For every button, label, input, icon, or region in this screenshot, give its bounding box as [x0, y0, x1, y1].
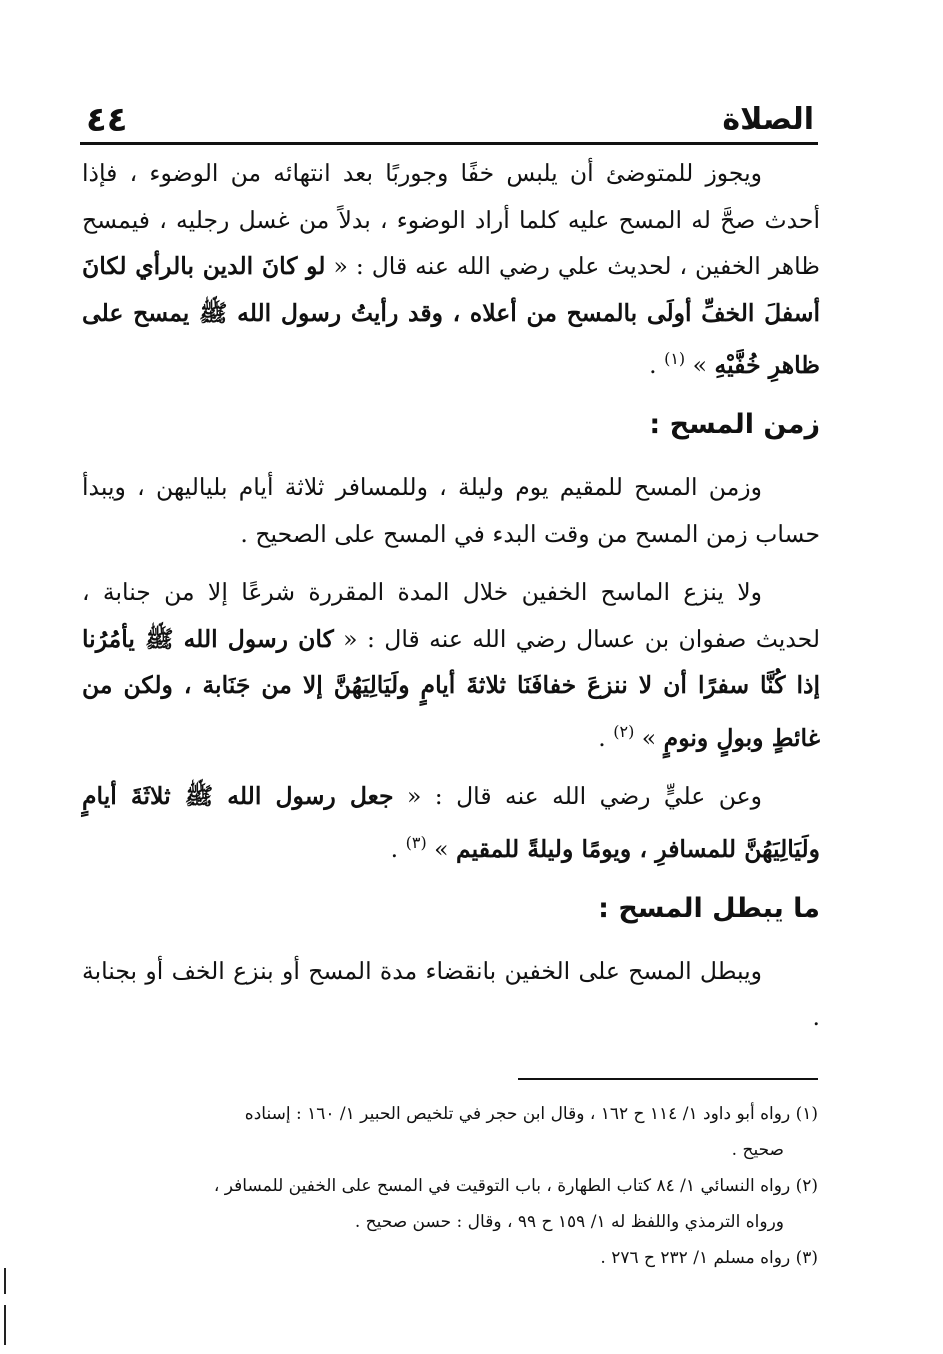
footnote-1-continuation: صحيح .: [731, 1140, 784, 1160]
paragraph-tail: .: [649, 350, 665, 379]
hadith-quote: كان رسول الله ﷺ يأمُرُنا إذا كُنَّا سفرًا أن لا ننزعَ خفافَنَا ثلاثةَ أيامٍ ولَيَالِيَهُنَّ إلا من جَنَابة ، ولكن من غائطٍ وبولٍ ونومٍ: [82, 624, 820, 752]
footnote-2: (٢) رواه النسائي ١/ ٨٤ كتاب الطهارة ، باب التوقيت في المسح على الخفين للمسافر ،: [213, 1176, 818, 1196]
footnote-ref: (١): [664, 349, 686, 368]
paragraph-text: ويجوز للمتوضئ أن يلبس خفًا وجوربًا بعد انتهائه من الوضوء ، فإذا أحدث صحَّ له المسح عليه كلما أراد الوضوء ، بدلاً من غسل رجليه ، فيمسح ظاهر الخفين ، لحديث علي رضي الله عنه قال : «: [82, 159, 820, 280]
paragraph-removal: [82, 569, 820, 761]
footnotes: [90, 1096, 818, 1276]
paragraph-tail: .: [390, 834, 406, 863]
paragraph-text: ولا ينزع الماسح الخفين خلال المدة المقررة شرعًا إلا من جنابة ، لحديث صفوان بن عسال رضي الله عنه قال : «: [82, 578, 820, 653]
section-heading-invalidators: ما يبطل المسح :: [598, 892, 820, 924]
header-divider: [80, 142, 818, 145]
footnote-divider: [518, 1078, 818, 1080]
footnote-ref: (٢): [613, 721, 635, 741]
running-title: الصلاة: [722, 102, 814, 137]
page-number: ٤٤: [86, 100, 128, 140]
paragraph-invalidators: ويبطل المسح على الخفين بانقضاء مدة المسح أو بنزع الخف أو بجنابة .: [82, 956, 820, 1032]
paragraph-duration: وزمن المسح للمقيم يوم وليلة ، وللمسافر ثلاثة أيام بلياليهن ، ويبدأ حساب زمن المسح من وقت البدء في المسح على الصحيح .: [82, 473, 820, 548]
footnote-2-continuation: ورواه الترمذي واللفظ له ١/ ١٥٩ ح ٩٩ ، وقال : حسن صحيح .: [354, 1212, 784, 1232]
hadith-quote: جعل رسول الله ﷺ ثلاثَةَ أيامٍ ولَيَالِيَهُنَّ للمسافرِ ، ويومًا وليلةً للمقيم: [82, 782, 820, 863]
main-text: [82, 150, 820, 1053]
scan-edge-mark: [4, 1305, 6, 1345]
footnote-ref: (٣): [405, 832, 427, 852]
footnote-1: (١) رواه أبو داود ١/ ١١٤ ح ١٦٢ ، وقال ابن حجر في تلخيص الحبير ١/ ١٦٠ : إسناده: [244, 1104, 818, 1124]
quote-close: »: [634, 723, 664, 752]
paragraph-wiping-permission: [82, 150, 820, 388]
quote-close: »: [685, 350, 715, 379]
paragraph-text: وعن عليٍّ رضي الله عنه قال : «: [393, 782, 762, 811]
paragraph-ali-hadith: [82, 773, 820, 872]
scan-edge-mark: [4, 1268, 6, 1294]
footnote-3: (٣) رواه مسلم ١/ ٢٣٢ ح ٢٧٦ .: [600, 1248, 818, 1268]
quote-close: »: [426, 834, 457, 863]
page-header: [86, 88, 814, 140]
section-heading-duration: زمن المسح :: [649, 409, 820, 441]
paragraph-tail: .: [598, 723, 614, 752]
hadith-quote: لو كانَ الدين بالرأي لكانَ أسفلَ الخفِّ أولَى بالمسح من أعلاه ، وقد رأيتُ رسول الله ﷺ يمسح على ظاهرِ خُفَّيْهِ: [82, 252, 820, 379]
